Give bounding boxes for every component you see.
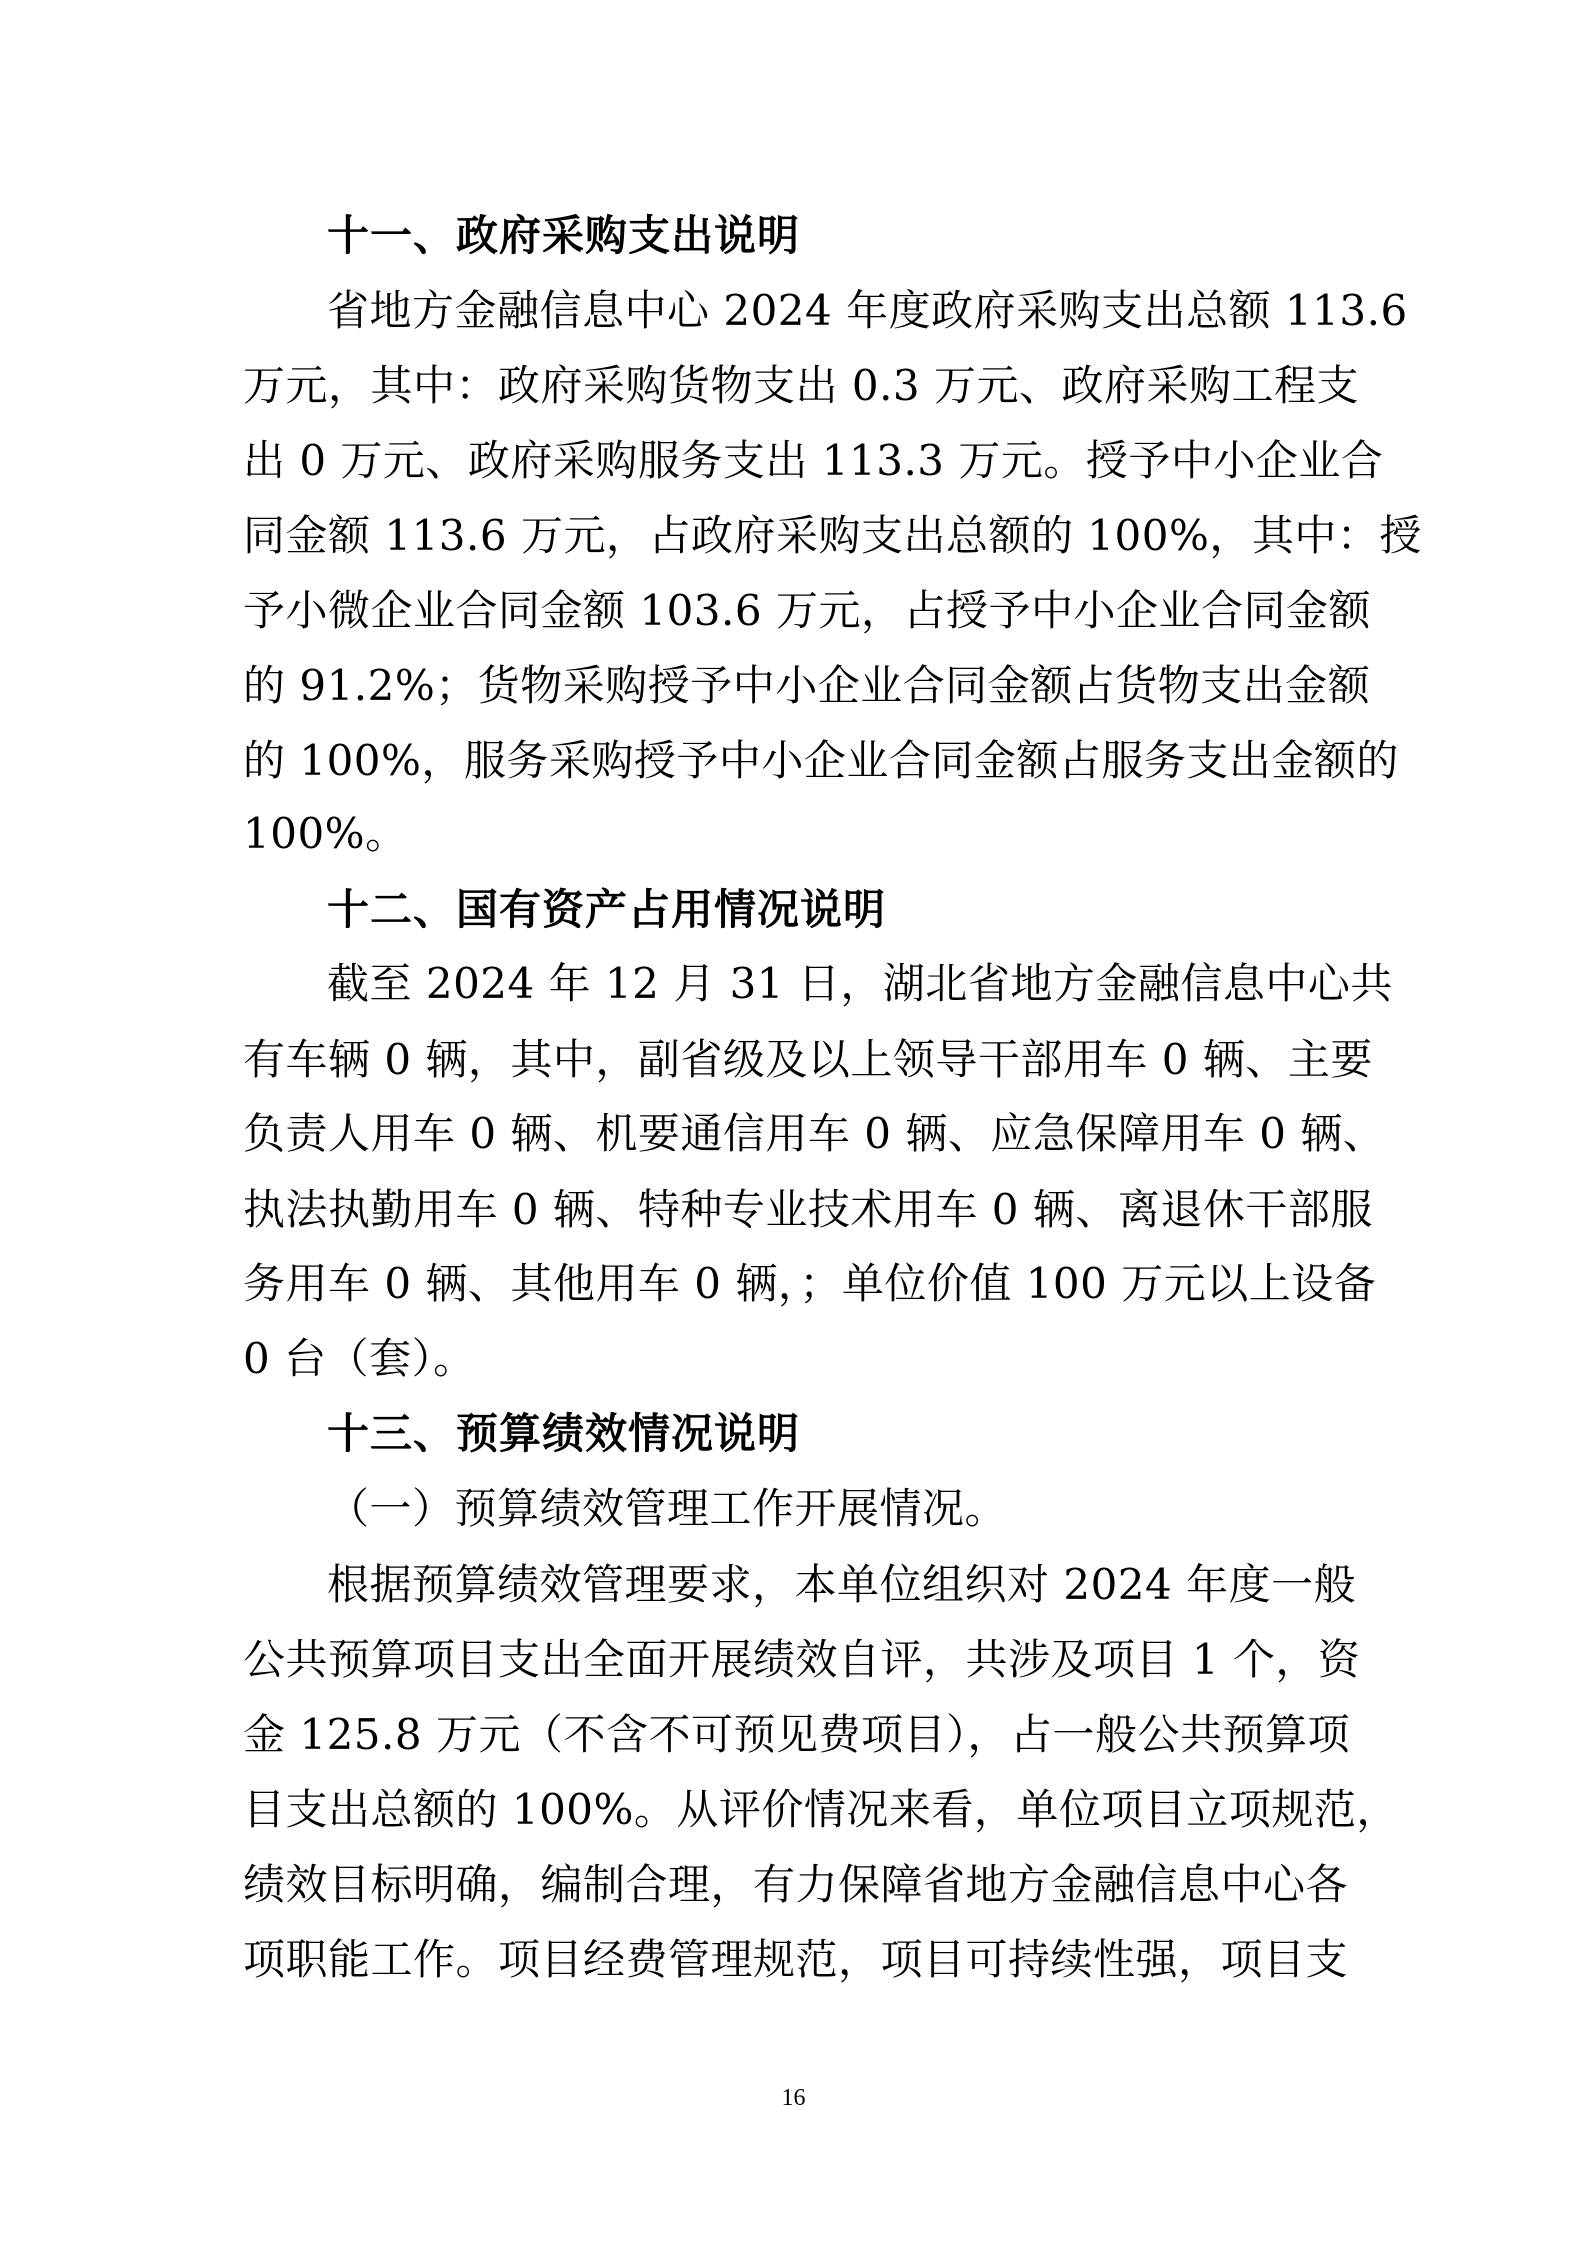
paragraph-line: 0 台（套）。 <box>243 1334 476 1383</box>
section-11-heading: 十一、政府采购支出说明 <box>327 211 801 260</box>
paragraph-line: 同金额 113.6 万元，占政府采购支出总额的 100%，其中：授 <box>243 511 1422 560</box>
paragraph-line: 予小微企业合同金额 103.6 万元，占授予中小企业合同金额 <box>243 586 1371 635</box>
paragraph-line: 负责人用车 0 辆、机要通信用车 0 辆、应急保障用车 0 辆、 <box>243 1109 1386 1158</box>
paragraph-line: 截至 2024 年 12 月 31 日，湖北省地方金融信息中心共 <box>327 959 1393 1008</box>
paragraph-line: 的 91.2%；货物采购授予中小企业合同金额占货物支出金额 <box>243 661 1371 710</box>
paragraph-line: 省地方金融信息中心 2024 年度政府采购支出总额 113.6 <box>327 286 1408 335</box>
paragraph-line: 项职能工作。项目经费管理规范，项目可持续性强，项目支 <box>243 1935 1349 1984</box>
section-13-heading: 十三、预算绩效情况说明 <box>327 1409 801 1458</box>
paragraph-line: 公共预算项目支出全面开展绩效自评，共涉及项目 1 个，资 <box>243 1635 1361 1684</box>
page-number: 16 <box>781 2085 806 2111</box>
paragraph-line: 有车辆 0 辆，其中，副省级及以上领导干部用车 0 辆、主要 <box>243 1035 1373 1084</box>
paragraph-line: 的 100%，服务采购授予中小企业合同金额占服务支出金额的 <box>243 736 1399 785</box>
section-12-heading: 十二、国有资产占用情况说明 <box>327 885 887 934</box>
paragraph-line: 万元，其中：政府采购货物支出 0.3 万元、政府采购工程支 <box>243 361 1359 410</box>
paragraph-line: 根据预算绩效管理要求，本单位组织对 2024 年度一般 <box>327 1560 1357 1609</box>
paragraph-line: 金 125.8 万元（不含不可预见费项目），占一般公共预算项 <box>243 1710 1350 1759</box>
paragraph-line: 务用车 0 辆、其他用车 0 辆，；单位价值 100 万元以上设备 <box>243 1259 1377 1308</box>
subsection-heading: （一）预算绩效管理工作开展情况。 <box>327 1484 1008 1533</box>
paragraph-line: 目支出总额的 100%。从评价情况来看，单位项目立项规范， <box>243 1785 1399 1834</box>
paragraph-line: 100%。 <box>243 809 408 858</box>
paragraph-line: 绩效目标明确，编制合理，有力保障省地方金融信息中心各 <box>243 1860 1349 1909</box>
paragraph-line: 出 0 万元、政府采购服务支出 113.3 万元。授予中小企业合 <box>243 436 1384 485</box>
paragraph-line: 执法执勤用车 0 辆、特种专业技术用车 0 辆、离退休干部服 <box>243 1185 1373 1234</box>
